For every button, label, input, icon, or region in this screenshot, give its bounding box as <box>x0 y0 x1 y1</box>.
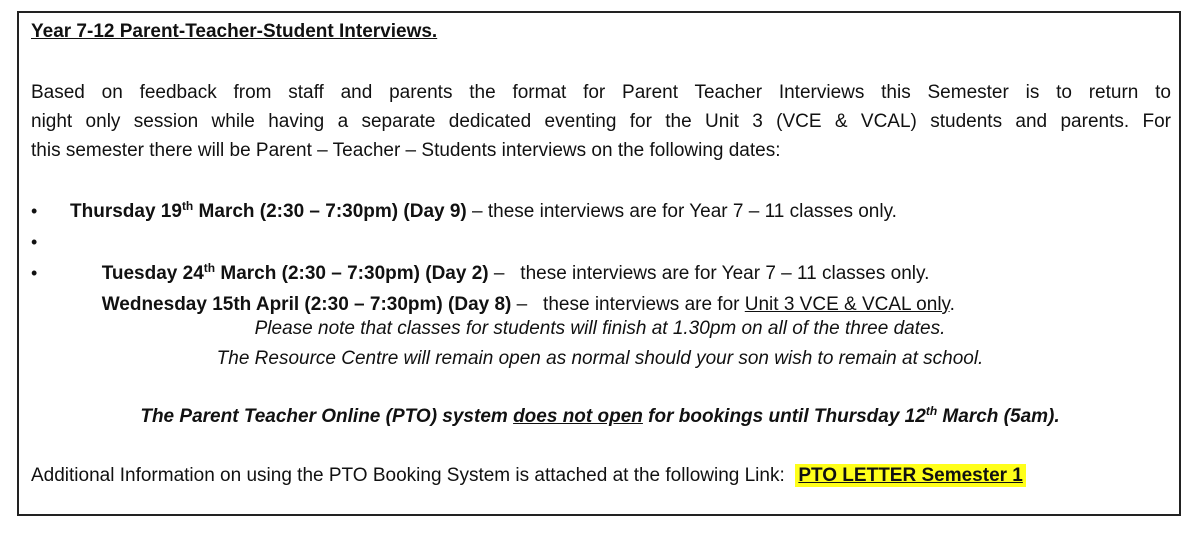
notice-title: Year 7-12 Parent-Teacher-Student Interviews. <box>31 21 438 42</box>
pto-letter-link[interactable]: PTO LETTER Semester 1 <box>795 464 1026 487</box>
pto-notice: The Parent Teacher Online (PTO) system does not open for bookings until Thursday 12th March (5am). <box>140 404 1060 427</box>
intro-line-2: night only session while having a separate dedicated eventing for the Unit 3 (VCE & VCAL) students and parents. For <box>31 111 1171 132</box>
bullet-icon: • <box>31 232 38 252</box>
date-description: – these interviews are for Year 7 – 11 classes only. <box>466 201 897 222</box>
info-text: Additional Information on using the PTO Booking System is attached at the following Link: <box>31 465 796 486</box>
intro-line-3: this semester there will be Parent – Teacher – Students interviews on the following dates: <box>31 140 781 161</box>
date-label: Tuesday 24th March (2:30 – 7:30pm) (Day 2) <box>101 261 489 284</box>
intro-line-1: Based on feedback from staff and parents the format for Parent Teacher Interviews this Semester is to return to <box>31 82 1171 103</box>
note-line-2: The Resource Centre will remain open as normal should your son wish to remain at school. <box>216 348 984 369</box>
date-label: Wednesday 15th April (2:30 – 7:30pm) (Day 8) <box>101 294 512 315</box>
bullet-icon: • <box>31 201 38 221</box>
info-line <box>31 465 1026 487</box>
date-label: Thursday 19th March (2:30 – 7:30pm) (Day 9) <box>70 199 467 222</box>
note-line-1: Please note that classes for students will finish at 1.30pm on all of the three dates. <box>254 318 946 339</box>
bullet-icon: • <box>31 263 38 283</box>
intro-paragraph <box>31 78 1171 165</box>
date-description: – these interviews are for Unit 3 VCE & VCAL only. <box>511 294 955 315</box>
date-description: – these interviews are for Year 7 – 11 classes only. <box>488 263 930 284</box>
